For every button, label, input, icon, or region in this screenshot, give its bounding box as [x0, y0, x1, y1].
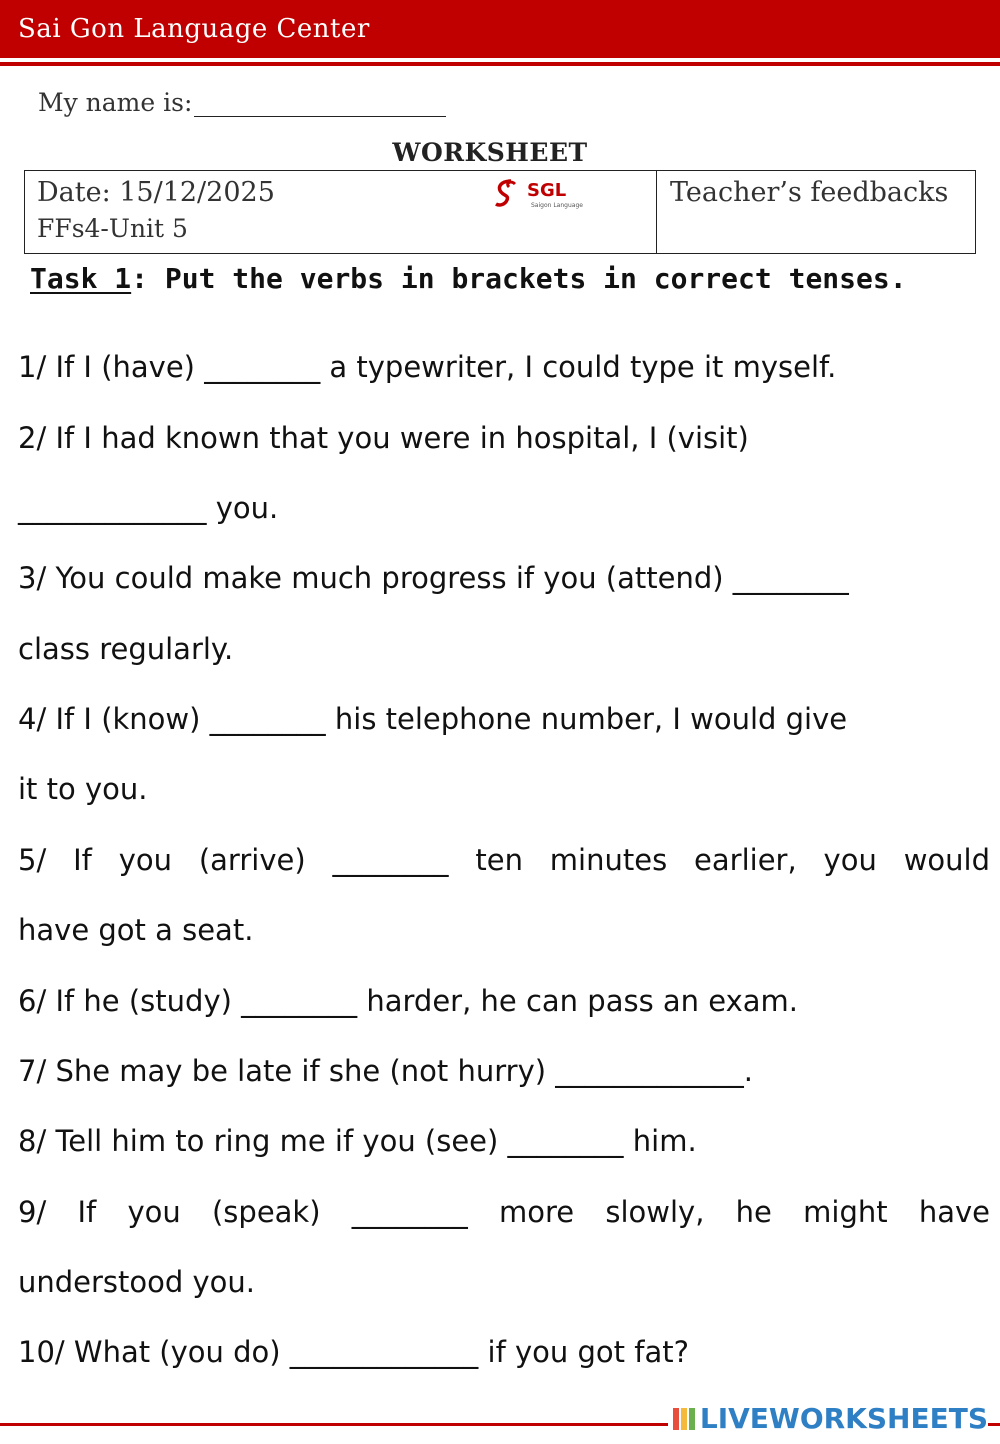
question-1: 1/ If I (have) ________ a typewriter, I could type it myself.	[18, 350, 837, 384]
sgl-logo	[495, 175, 595, 211]
question-8: 8/ Tell him to ring me if you (see) ________ him.	[18, 1124, 697, 1158]
info-divider	[656, 171, 657, 253]
question-3-line-2: class regularly.	[18, 632, 234, 666]
question-2-line-2: _____________ you.	[18, 491, 279, 525]
question-4-line-2: it to you.	[18, 772, 148, 806]
question-4-line-1: 4/ If I (know) ________ his telephone number, I would give	[18, 702, 848, 736]
question-5-line-2: have got a seat.	[18, 913, 254, 947]
question-2-line-1: 2/ If I had known that you were in hospital, I (visit)	[18, 421, 749, 455]
question-3-line-1: 3/ You could make much progress if you (attend) ________	[18, 561, 849, 595]
name-label: My name is:	[38, 88, 193, 117]
header-divider	[0, 62, 1000, 66]
task-heading	[30, 262, 907, 295]
svg-text:Saigon Language: Saigon Language	[531, 202, 583, 209]
task-label: Task 1	[30, 262, 132, 295]
unit-text: FFs4-Unit 5	[37, 214, 188, 243]
name-blank-field[interactable]	[194, 90, 446, 117]
question-10: 10/ What (you do) _____________ if you got fat?	[18, 1335, 689, 1369]
question-5-line-1: 5/ If you (arrive) ________ ten minutes earlier, you would	[18, 843, 990, 877]
liveworksheets-icon	[672, 1406, 698, 1432]
header-bar	[0, 0, 1000, 58]
teacher-feedback-label: Teacher’s feedbacks	[670, 177, 949, 208]
question-7: 7/ She may be late if she (not hurry) _____________.	[18, 1054, 753, 1088]
question-9-line-1: 9/ If you (speak) ________ more slowly, he might have	[18, 1195, 990, 1229]
worksheet-title: WORKSHEET	[392, 138, 588, 167]
svg-text:SGL: SGL	[527, 180, 567, 201]
date-text: Date: 15/12/2025	[37, 177, 275, 208]
liveworksheets-brand	[668, 1402, 988, 1435]
info-box	[24, 170, 976, 254]
header-title: Sai Gon Language Center	[18, 14, 370, 44]
task-text: : Put the verbs in brackets in correct tenses.	[131, 262, 907, 295]
question-9-line-2: understood you.	[18, 1265, 256, 1299]
liveworksheets-text: LIVEWORKSHEETS	[699, 1402, 988, 1435]
name-line	[38, 88, 446, 117]
question-6: 6/ If he (study) ________ harder, he can pass an exam.	[18, 984, 798, 1018]
